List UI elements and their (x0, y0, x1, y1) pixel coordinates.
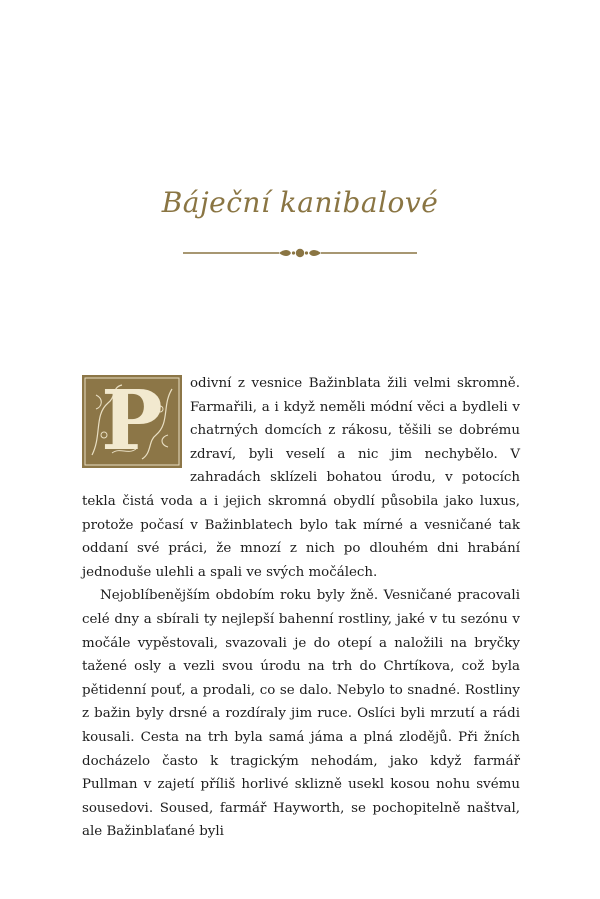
chapter-title: Báječní kanibalové (161, 186, 439, 219)
ornament-divider-icon (183, 246, 417, 260)
paragraph-1: odivní z vesnice Bažinblata žili velmi skromně. Farmařili, a i když neměli módní věci a bydleli v chatrných domcích z rákosu, těšili se dobrému zdraví, byli veselí a nic jim nechybělo. V zahradách sklízeli bohatou úrodu, v potocích tekla čistá voda a i jejich skromná obydlí působila jako luxus, protože počasí v Bažinblatech bylo tak mírné a vesničané tak oddaní své práci, že mnozí z nich po dlouhém dni hrabání jednoduše ulehli a spali ve svých močálech. (82, 376, 520, 580)
drop-cap-letter: P (101, 373, 163, 469)
paragraph-2: Nejoblíbenějším obdobím roku byly žně. Vesničané pracovali celé dny a sbírali ty nejlepší bahenní rostliny, jaké v tu sezónu v močále vypěstovali, svazovali je do otepí a naložili na bryčky tažené osly a vezli svou úrodu na trh do Chrtíkova, což byla pětidenní pouť, a prodali, co se dalo. Nebylo to snadné. Rostliny z bažin byly drsné a rozdíraly jim ruce. Oslíci byli mrzutí a rádi kousali. Cesta na trh byla samá jáma a plná zlodějů. Při žních docházelo často k tragickým nehodám, jako když farmář Pullman v zajetí příliš horlivé sklizně usekl kosou nohu svému sousedovi. Soused, farmář Hayworth, se pochopitelně naštval, ale Bažinblaťané byli (82, 588, 520, 840)
drop-cap (82, 375, 182, 468)
chapter-body (82, 372, 520, 844)
